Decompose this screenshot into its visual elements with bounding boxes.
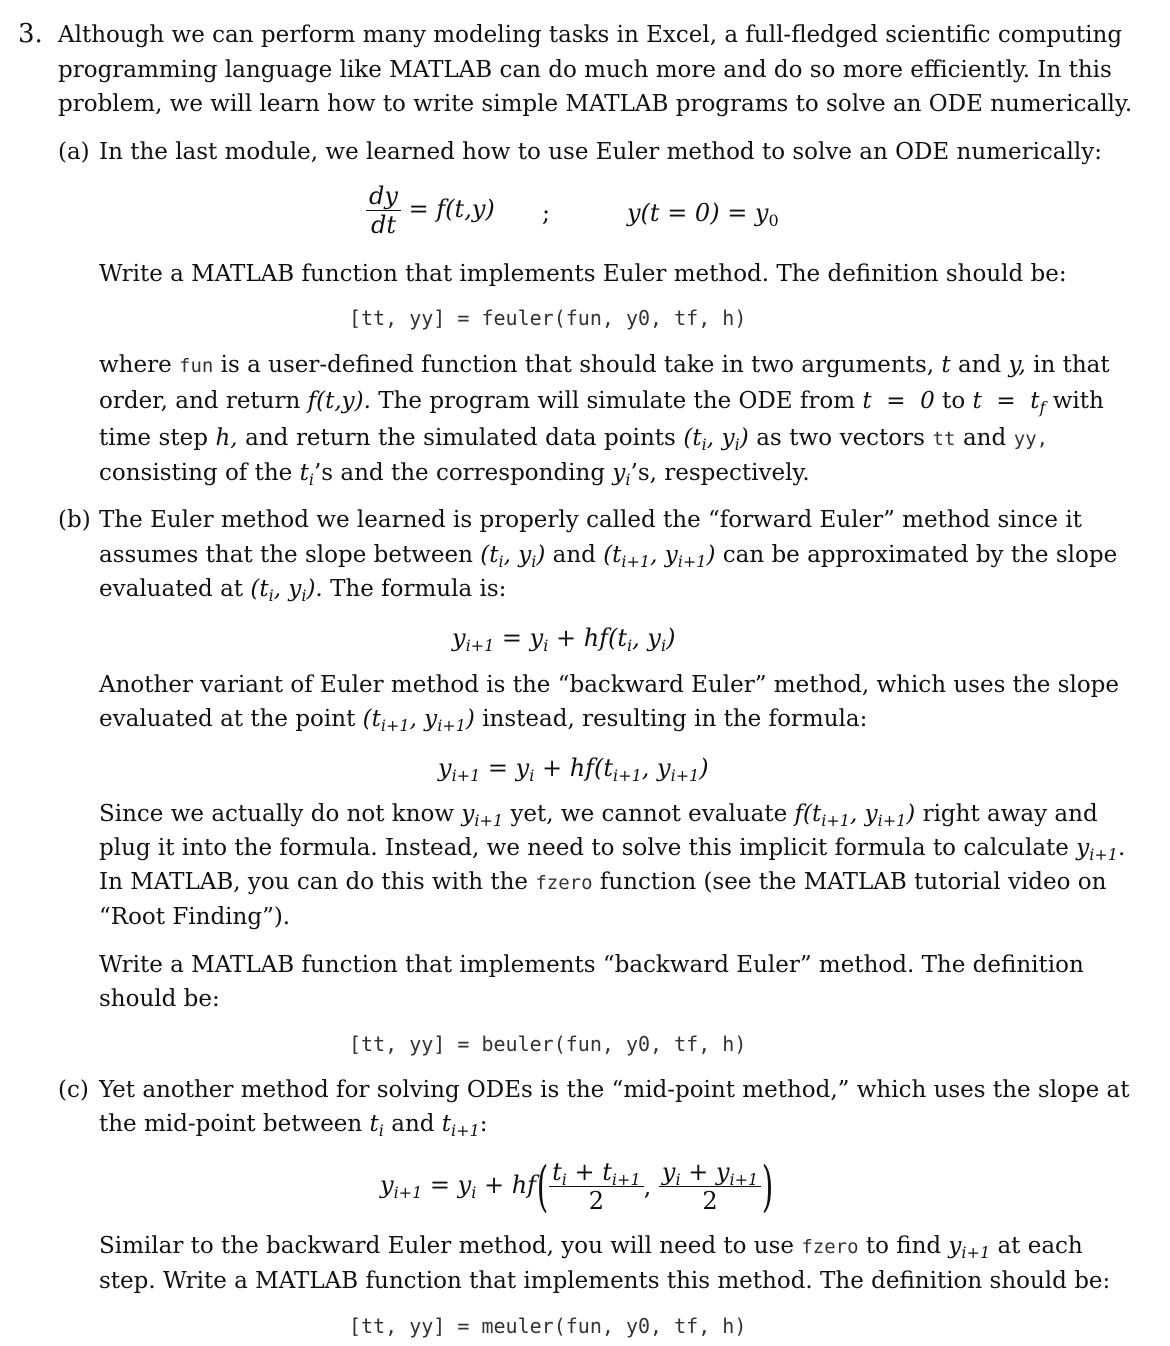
part-b-line-11: should be: xyxy=(99,986,220,1012)
problem-number: 3. xyxy=(18,19,43,49)
part-b-label: (b) xyxy=(58,507,91,533)
y-midpoint-fraction: $\frac{y_i + y_{i+1}}{2}$ xyxy=(659,1158,761,1215)
part-b-line-9: “Root Finding”). xyxy=(99,904,291,930)
part-a-initial-condition: $y(t = 0) = y_0$ xyxy=(627,199,779,230)
part-b-line-10: Write a MATLAB function that implements “backward Euler” method. The definition xyxy=(99,952,1084,978)
part-a-ode-equation: $\frac{dy}{dt}$ = f(t,y) xyxy=(366,182,495,239)
part-b-line-3: evaluated at ($t_i$, $y_i$). The formula is: xyxy=(99,576,507,605)
part-a-para-line-4: consisting of the $t_i’s$ and the corresponding $y_i’s$, respectively. xyxy=(99,460,810,489)
close-paren: ) xyxy=(761,1154,774,1218)
backward-euler-formula: $y_{i+1} = y_i + hf(t_{i+1}$, $y_{i+1}$) xyxy=(438,754,709,785)
part-a-separator: ; xyxy=(542,199,551,227)
part-a-para-line-1: where fun is a user-defined function that should take in two arguments, t and y, in that xyxy=(99,352,1110,378)
intro-line-2: programming language like MATLAB can do much more and do so more efficiently. In this xyxy=(58,57,1112,83)
part-b-line-1: The Euler method we learned is properly called the “forward Euler” method since it xyxy=(99,507,1082,533)
part-a-para-line-2: order, and return f(t,y). The program will simulate the ODE from t = 0 to $t = t_f$ with xyxy=(99,388,1104,417)
beuler-definition: [tt, yy] = beuler(fun, y0, tf, h) xyxy=(349,1032,747,1056)
part-b-line-6: Since we actually do not know $y_{i+1}$ yet, we cannot evaluate $f(t_{i+1}$, $y_{i+1}$) right away and xyxy=(99,801,1098,830)
t-midpoint-fraction: $\frac{t_i + t_{i+1}}{2}$ xyxy=(549,1158,644,1215)
intro-line-1: Although we can perform many modeling tasks in Excel, a full-fledged scientific computing xyxy=(58,22,1123,48)
part-c-label: (c) xyxy=(58,1077,89,1103)
part-a-para-line-3: time step h, and return the simulated data points ($t_i$, $y_i$) as two vectors tt and yy, xyxy=(99,425,1049,454)
part-a-line-2: Write a MATLAB function that implements Euler method. The definition should be: xyxy=(99,261,1067,287)
part-b-line-7: plug it into the formula. Instead, we need to solve this implicit formula to calculate $y_{i+1}$. xyxy=(99,835,1126,864)
part-c-line-1: Yet another method for solving ODEs is the “mid-point method,” which uses the slope at xyxy=(99,1077,1130,1103)
forward-euler-formula: $y_{i+1} = y_i + hf(t_i$, $y_i$) xyxy=(452,624,676,655)
part-b-line-5: evaluated at the point ($t_{i+1}$, $y_{i+1}$) instead, resulting in the formula: xyxy=(99,706,868,735)
part-a-line-1: In the last module, we learned how to use Euler method to solve an ODE numerically: xyxy=(99,139,1102,165)
open-paren: ( xyxy=(536,1154,549,1218)
part-c-line-4: step. Write a MATLAB function that implements this method. The definition should be: xyxy=(99,1268,1111,1294)
intro-line-3: problem, we will learn how to write simple MATLAB programs to solve an ODE numerically. xyxy=(58,91,1133,117)
midpoint-formula: $y_{i+1} = y_i + hf$( $\frac{t_i + t_{i+1}}{2}$ , $\frac{y_i + y_{i+1}}{2}$ ) xyxy=(380,1154,774,1218)
part-c-line-3: Similar to the backward Euler method, you will need to use fzero to find $y_{i+1}$ at each xyxy=(99,1233,1083,1262)
feuler-definition: [tt, yy] = feuler(fun, y0, tf, h) xyxy=(349,306,747,330)
part-a-label: (a) xyxy=(58,139,90,165)
part-b-line-8: In MATLAB, you can do this with the fzero function (see the MATLAB tutorial video on xyxy=(99,869,1107,895)
meuler-definition: [tt, yy] = meuler(fun, y0, tf, h) xyxy=(349,1314,747,1338)
part-c-line-2: the mid-point between $t_i$ and $t_{i+1}$: xyxy=(99,1111,488,1140)
part-b-line-2: assumes that the slope between ($t_i$, $y_i$) and ($t_{i+1}$, $y_{i+1}$) can be approximated by the slope xyxy=(99,542,1118,571)
part-b-line-4: Another variant of Euler method is the “backward Euler” method, which uses the slope xyxy=(99,672,1119,698)
dy-dt-fraction: $\frac{dy}{dt}$ xyxy=(366,182,401,239)
